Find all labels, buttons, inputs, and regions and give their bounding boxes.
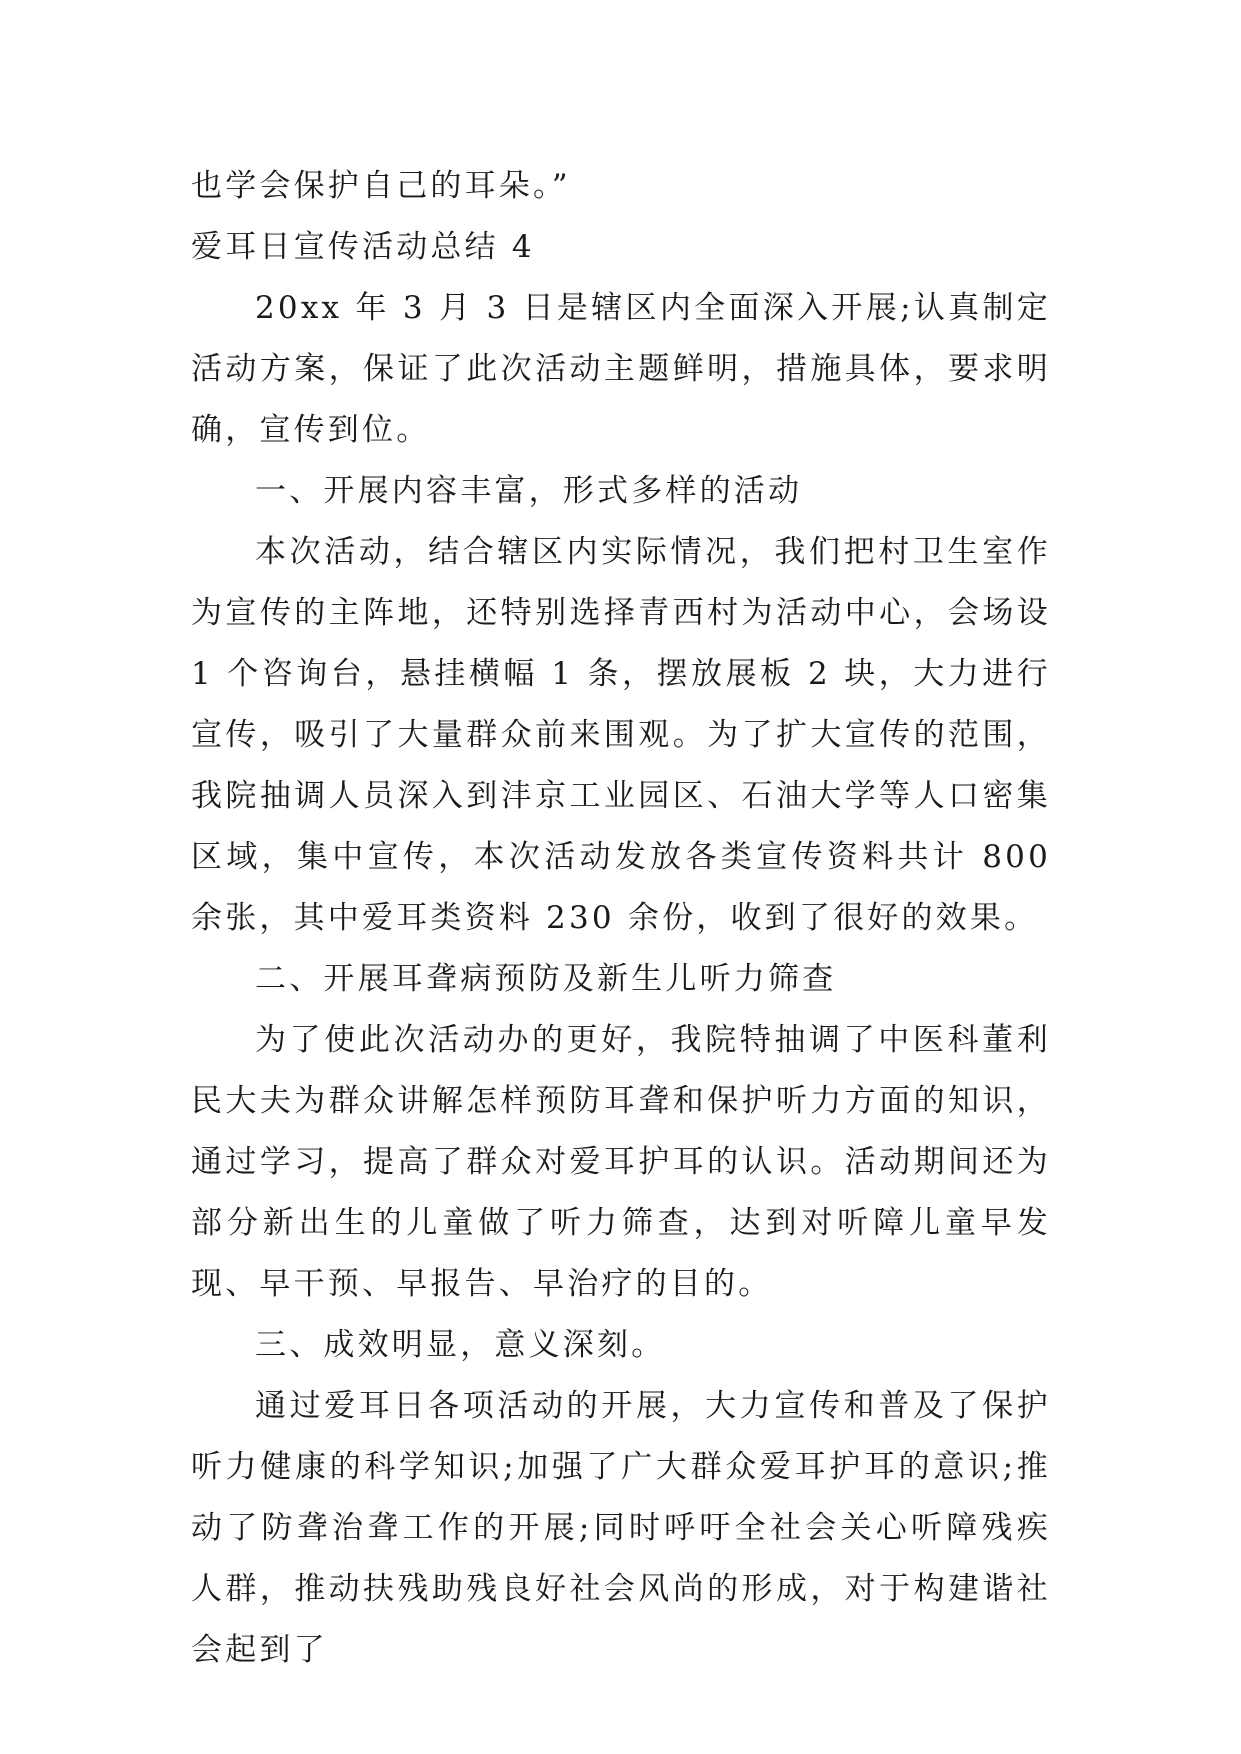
document-body bbox=[191, 156, 1051, 1681]
continuation-line: 也学会保护自己的耳朵。” bbox=[191, 168, 571, 204]
section-2-paragraph: 为了使此次活动办的更好，我院特抽调了中医科董利民大夫为群众讲解怎样预防耳聋和保护听力方面的知识，通过学习，提高了群众对爱耳护耳的认识。活动期间还为部分新出生的儿童做了听力筛查，达到对听障儿童早发现、早干预、早报告、早治疗的目的。 bbox=[191, 1022, 1051, 1302]
section-1-heading: 一、开展内容丰富，形式多样的活动 bbox=[255, 473, 803, 509]
section-1-paragraph: 本次活动，结合辖区内实际情况，我们把村卫生室作为宣传的主阵地，还特别选择青西村为活动中心，会场设 1 个咨询台，悬挂横幅 1 条，摆放展板 2 块，大力进行宣传，吸引了大量群众前来围观。为了扩大宣传的范围，我院抽调人员深入到沣京工业园区、石油大学等人口密集区域，集中宣传，本次活动发放各类宣传资料共计 800 余张，其中爱耳类资料 230 余份，收到了很好的效果。 bbox=[191, 534, 1051, 936]
intro-paragraph: 20xx 年 3 月 3 日是辖区内全面深入开展;认真制定活动方案，保证了此次活动主题鲜明，措施具体，要求明确，宣传到位。 bbox=[191, 290, 1051, 448]
document-title: 爱耳日宣传活动总结 4 bbox=[191, 229, 535, 265]
section-3-paragraph: 通过爱耳日各项活动的开展，大力宣传和普及了保护听力健康的科学知识;加强了广大群众爱耳护耳的意识;推动了防聋治聋工作的开展;同时呼吁全社会关心听障残疾人群，推动扶残助残良好社会风尚的形成，对于构建谐社会起到了 bbox=[191, 1388, 1051, 1668]
section-3-heading: 三、成效明显，意义深刻。 bbox=[255, 1327, 666, 1363]
section-2-heading: 二、开展耳聋病预防及新生儿听力筛查 bbox=[255, 961, 837, 997]
